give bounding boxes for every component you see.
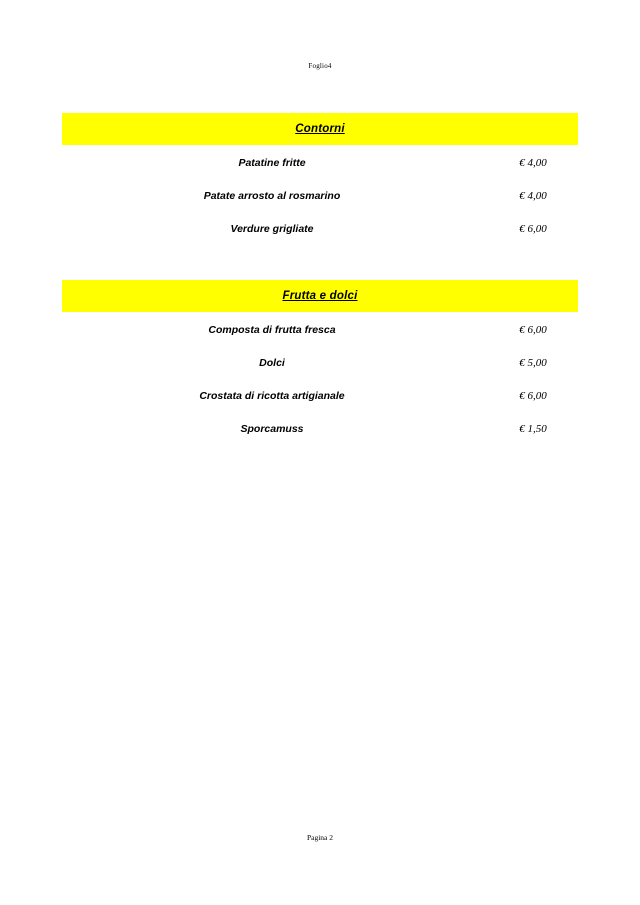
page-footer-label: Pagina 2	[306, 833, 334, 842]
page-header-label: Foglio4	[308, 62, 332, 70]
section-header-frutta-e-dolci	[62, 280, 578, 312]
menu-item-price: € 4,00	[519, 157, 547, 169]
menu-item-price: € 5,00	[519, 357, 547, 369]
menu-item-name: Verdure grigliate	[230, 223, 314, 235]
menu-content	[62, 113, 578, 456]
menu-item-row	[62, 157, 578, 190]
menu-section-frutta-e-dolci	[62, 280, 578, 456]
menu-item-price: € 6,00	[519, 223, 547, 235]
menu-item-name: Sporcamuss	[240, 423, 304, 435]
section-gap	[62, 312, 578, 324]
menu-item-price: € 6,00	[519, 324, 547, 336]
section-header-contorni	[62, 113, 578, 145]
menu-item-row	[62, 357, 578, 390]
menu-item-list-contorni	[62, 157, 578, 256]
menu-section-contorni	[62, 113, 578, 256]
menu-item-name: Dolci	[259, 357, 285, 369]
section-gap	[62, 145, 578, 157]
menu-item-list-frutta-e-dolci	[62, 324, 578, 456]
section-spacer	[62, 256, 578, 280]
section-title: Frutta e dolci	[282, 290, 358, 302]
menu-item-row	[62, 390, 578, 423]
menu-item-row	[62, 324, 578, 357]
menu-item-row	[62, 190, 578, 223]
menu-item-price: € 6,00	[519, 390, 547, 402]
section-title: Contorni	[295, 123, 345, 135]
menu-item-name: Crostata di ricotta artigianale	[199, 390, 345, 402]
menu-item-price: € 1,50	[519, 423, 547, 435]
menu-item-row	[62, 423, 578, 456]
menu-item-price: € 4,00	[519, 190, 547, 202]
menu-item-name: Patatine fritte	[238, 157, 306, 169]
menu-item-row	[62, 223, 578, 256]
menu-item-name: Composta di frutta fresca	[208, 324, 336, 336]
menu-item-name: Patate arrosto al rosmarino	[203, 190, 341, 202]
